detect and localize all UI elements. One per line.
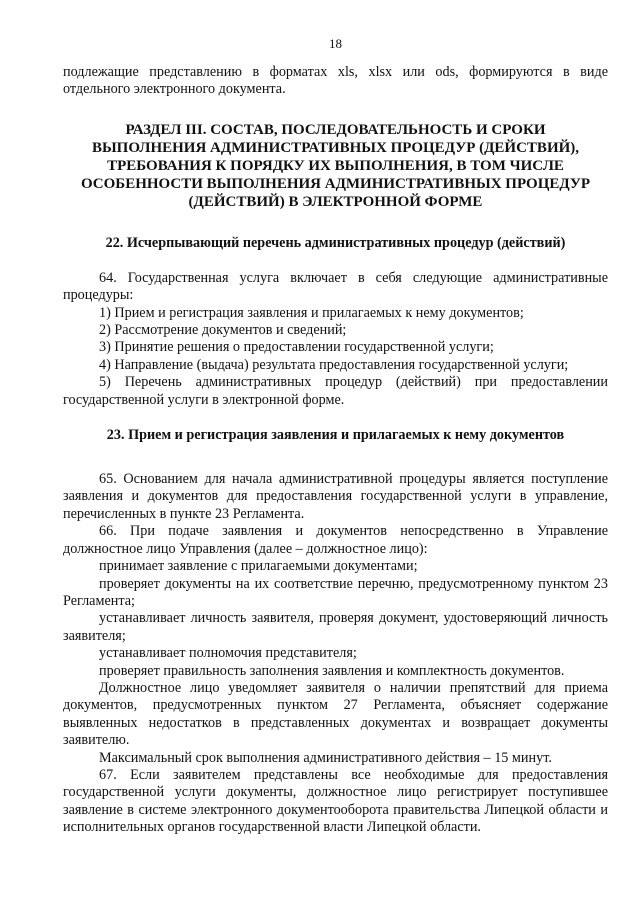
notification-paragraph: Должностное лицо уведомляет заявителя о наличии препятствий для приема документов, предусмотренных пунктом 27 Регламента, объясняет содержание выявленных недостатков в представленных документах и возвращает документы заявителю.	[63, 679, 608, 749]
paragraph-66: 66. При подаче заявления и документов непосредственно в Управление должностное лицо Управления (далее – должностное лицо):	[63, 523, 608, 557]
action-verify-authority: устанавливает полномочия представителя;	[99, 645, 357, 662]
paragraph-67: 67. Если заявителем представлены все необходимые для предоставления государственной услуги документы, должностное лицо регистрирует поступившее заявление в системе электронного документооборота правительства Липецкой области и исполнительных органов государственной власти Липецкой области.	[63, 766, 608, 836]
list-item-1: 1) Прием и регистрация заявления и прилагаемых к нему документов;	[99, 304, 524, 321]
action-check-documents: проверяет документы на их соответствие перечню, предусмотренному пунктом 23 Регламента;	[63, 575, 608, 609]
list-item-4: 4) Направление (выдача) результата предоставления государственной услуги;	[99, 356, 569, 373]
section-title: РАЗДЕЛ III. СОСТАВ, ПОСЛЕДОВАТЕЛЬНОСТЬ И СРОКИ ВЫПОЛНЕНИЯ АДМИНИСТРАТИВНЫХ ПРОЦЕДУР (ДЕЙСТВИЙ), ТРЕБОВАНИЯ К ПОРЯДКУ ИХ ВЫПОЛНЕНИЯ, В ТОМ ЧИСЛЕ ОСОБЕННОСТИ ВЫПОЛНЕНИЯ АДМИНИСТРАТИВНЫХ ПРОЦЕДУР (ДЕЙСТВИЙ) В ЭЛЕКТРОННОЙ ФОРМЕ	[80, 121, 591, 210]
list-item-3: 3) Принятие решения о предоставлении государственной услуги;	[99, 339, 494, 356]
paragraph-64: 64. Государственная услуга включает в себя следующие административные процедуры:	[63, 269, 608, 304]
list-item-2: 2) Рассмотрение документов и сведений;	[99, 322, 347, 339]
subsection-23-title: 23. Прием и регистрация заявления и прилагаемых к нему документов	[106, 427, 565, 444]
intro-paragraph: подлежащие представлению в форматах xls, xlsx или ods, формируются в виде отдельного электронного документа.	[63, 64, 608, 98]
subsection-22-body	[63, 270, 608, 409]
action-verify-identity: устанавливает личность заявителя, проверяя документ, удостоверяющий личность заявителя;	[63, 610, 608, 644]
max-duration-paragraph: Максимальный срок выполнения административного действия – 15 минут.	[99, 749, 552, 766]
subsection-23-body	[63, 471, 608, 837]
subsection-22-title: 22. Исчерпывающий перечень административных процедур (действий)	[105, 234, 566, 251]
action-accept: принимает заявление с прилагаемыми документами;	[99, 558, 418, 575]
paragraph-65: 65. Основанием для начала административной процедуры является поступление заявления и документов для предоставления государственной услуги в управление, перечисленных в пункте 23 Регламента.	[63, 471, 608, 522]
action-check-completeness: проверяет правильность заполнения заявления и комплектность документов.	[99, 662, 565, 679]
page-number: 18	[329, 36, 342, 51]
list-item-5: 5) Перечень административных процедур (действий) при предоставлении государственной услуги в электронной форме.	[63, 374, 608, 408]
